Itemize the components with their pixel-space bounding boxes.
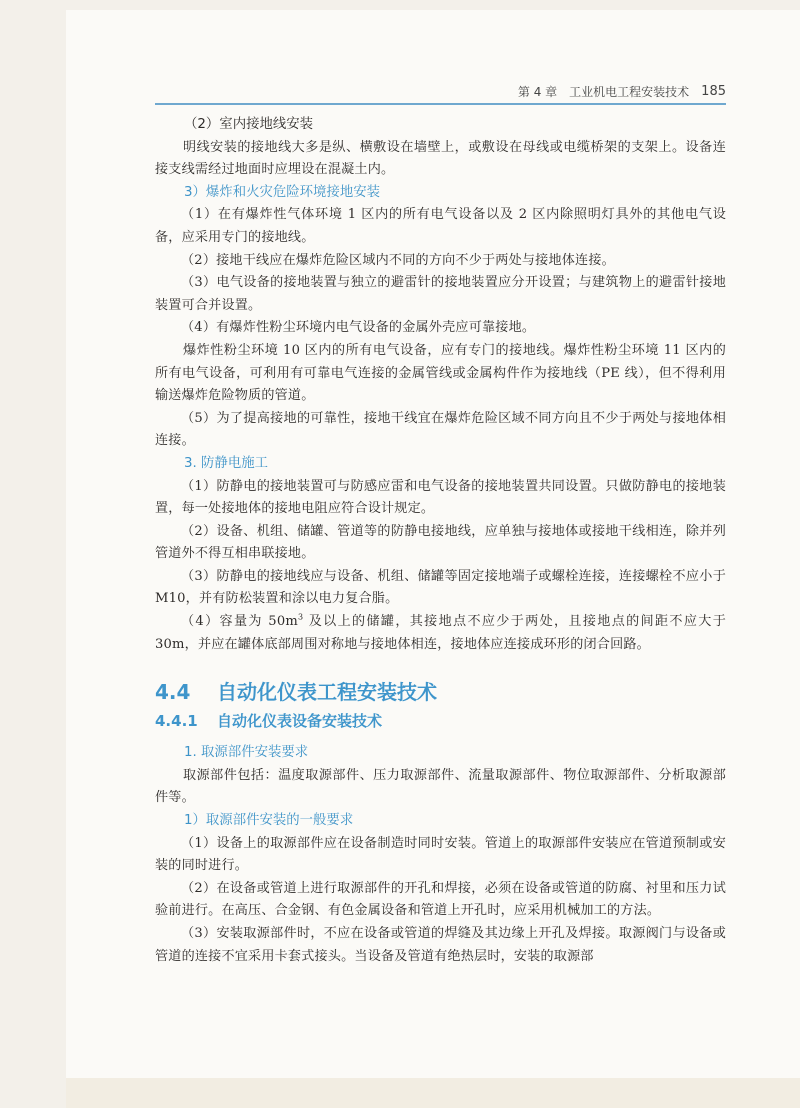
header-rule bbox=[155, 103, 726, 105]
section-heading bbox=[155, 676, 726, 708]
subsection-title bbox=[155, 708, 726, 734]
page-bottom-band bbox=[66, 1078, 800, 1108]
paragraph-part: 及以上的储罐，其接地点不应少于两处，且接地点的间距不应大于 30m，并应在罐体底部周围对称地与接地体相连，接地体应连接成环形的闭合回路。 bbox=[155, 614, 726, 652]
paragraph: 取源部件包括：温度取源部件、压力取源部件、流量取源部件、物位取源部件、分析取源部件等。 bbox=[155, 767, 726, 806]
paragraph bbox=[155, 611, 726, 656]
header-chapter: 第 4 章 bbox=[517, 84, 558, 99]
paragraph: （3）电气设备的接地装置与独立的避雷针的接地装置应分开设置；与建筑物上的避雷针接地装置可合并设置。 bbox=[155, 275, 726, 313]
section-title: 自动化仪表工程安装技术 bbox=[217, 680, 437, 705]
paragraph: （2）接地干线应在爆炸危险区域内不同的方向不少于两处与接地体连接。 bbox=[181, 252, 615, 268]
paragraph: （2）设备、机组、储罐、管道等的防静电接地线，应单独与接地体或接地干线相连，除并列管道外不得互相串联接地。 bbox=[155, 523, 726, 562]
paragraph: （1）在有爆炸性气体环境 1 区内的所有电气设备以及 2 区内除照明灯具外的其他电气设备，应采用专门的接地线。 bbox=[155, 207, 726, 245]
page-number: 185 bbox=[701, 83, 726, 99]
paragraph: （1）防静电的接地装置可与防感应雷和电气设备的接地装置共同设置。只做防静电的接地装置，每一处接地体的接地电阻应符合设计规定。 bbox=[155, 478, 726, 517]
paragraph: （3）安装取源部件时，不应在设备或管道的焊缝及其边缘上开孔及焊接。取源阀门与设备或管道的连接不宜采用卡套式接头。当设备及管道有绝热层时，安装的取源部 bbox=[155, 926, 726, 964]
subsection-title-text: 自动化仪表设备安装技术 bbox=[217, 712, 383, 731]
subsection-heading: 3. 防静电施工 bbox=[184, 455, 268, 471]
running-header bbox=[155, 81, 726, 101]
paragraph: （3）防静电的接地线应与设备、机组、储罐等固定接地端子或螺栓连接，连接螺栓不应小于 M10，并有防松装置和涂以电力复合脂。 bbox=[155, 568, 726, 607]
item-heading: （2）室内接地线安装 bbox=[184, 117, 314, 132]
paragraph: （1）设备上的取源部件应在设备制造时同时安装。管道上的取源部件安装应在管道预制或安装的同时进行。 bbox=[155, 835, 726, 874]
section-number: 4.4 bbox=[155, 680, 191, 705]
subsection-number: 4.4.1 bbox=[155, 712, 198, 731]
header-title: 工业机电工程安装技术 bbox=[569, 84, 690, 99]
paragraph: 明线安装的接地线大多是纵、横敷设在墙壁上，或敷设在母线或电缆桥架的支架上。设备连接支线需经过地面时应埋设在混凝土内。 bbox=[155, 139, 726, 178]
paragraph-part: （4）容量为 50m bbox=[181, 614, 298, 630]
paragraph: 爆炸性粉尘环境 10 区内的所有电气设备，应有专门的接地线。爆炸性粉尘环境 11 区内的所有电气设备，可利用有可靠电气连接的金属管线或金属构件作为接地线（PE 线），但不得利用输送爆炸危险物质的管道。 bbox=[155, 342, 726, 404]
subsection-heading: 1）取源部件安装的一般要求 bbox=[184, 813, 354, 829]
page-body bbox=[155, 114, 726, 968]
paragraph: （4）有爆炸性粉尘环境内电气设备的金属外壳应可靠接地。 bbox=[181, 320, 536, 336]
subsection-heading: 3）爆炸和火灾危险环境接地安装 bbox=[184, 184, 380, 200]
superscript: 3 bbox=[297, 612, 304, 622]
paragraph: （5）为了提高接地的可靠性，接地干线宜在爆炸危险区域不同方向且不少于两处与接地体相连接。 bbox=[155, 410, 726, 449]
paragraph: （2）在设备或管道上进行取源部件的开孔和焊接，必须在设备或管道的防腐、衬里和压力试验前进行。在高压、合金钢、有色金属设备和管道上开孔时，应采用机械加工的方法。 bbox=[155, 880, 726, 919]
subsection-heading: 1. 取源部件安装要求 bbox=[184, 745, 309, 761]
